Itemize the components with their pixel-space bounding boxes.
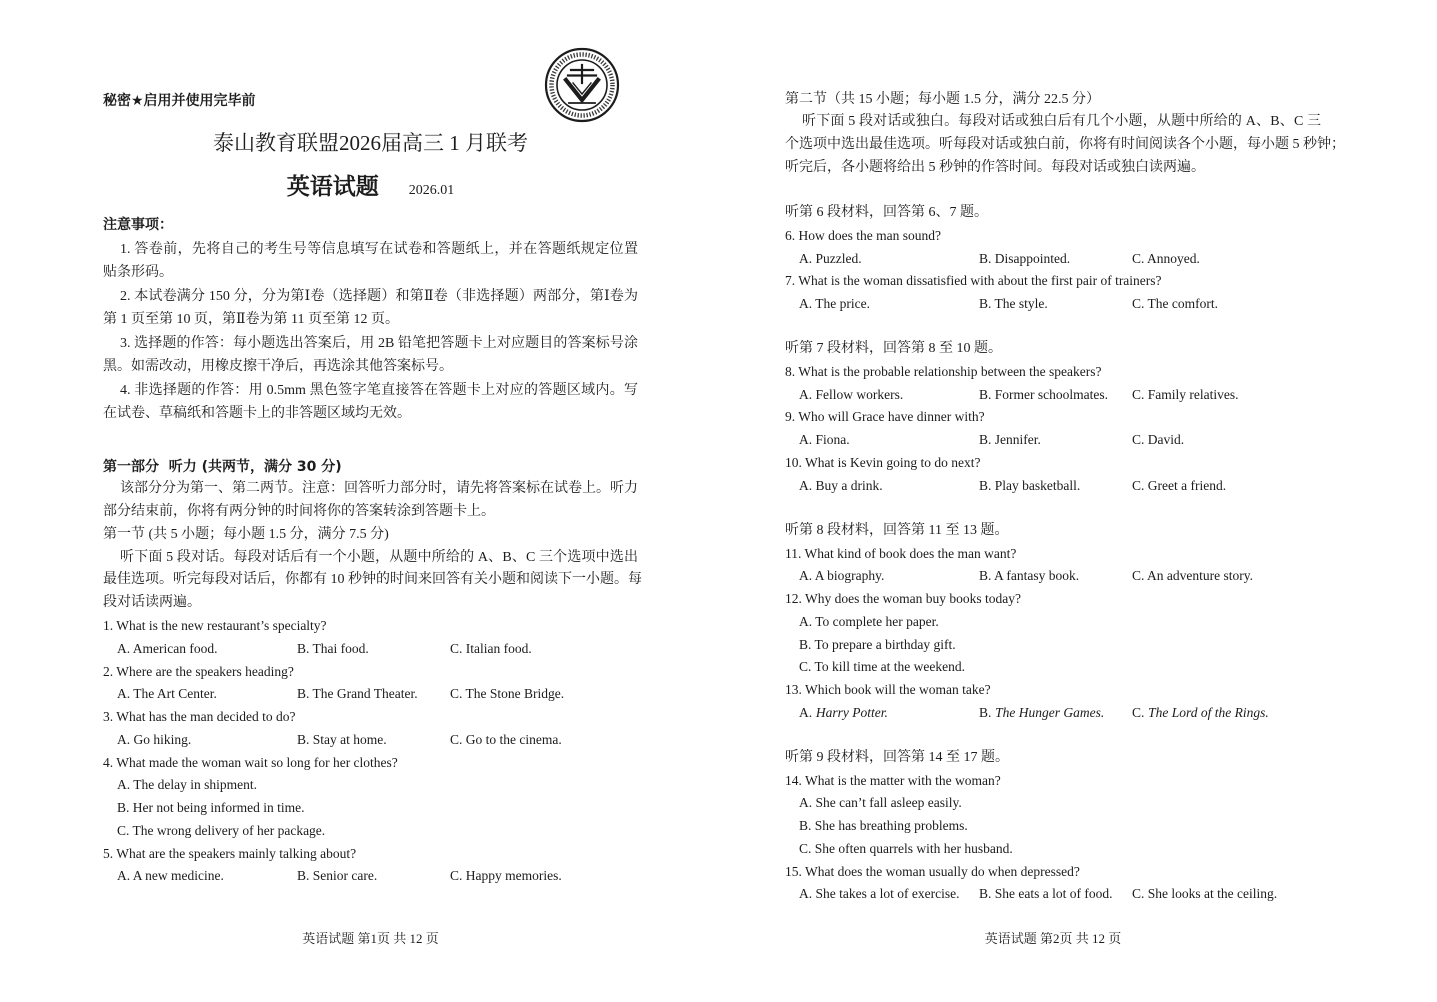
page-2-footer: 英语试题 第2页 共 12 页 — [984, 931, 1122, 946]
question-8-option-a: A. Fellow workers. — [799, 386, 904, 402]
question-14-option-a: A. She can’t fall asleep easily. — [799, 795, 962, 811]
question-15-option-b: B. She eats a lot of food. — [979, 886, 1113, 902]
question-3-option-c: C. Go to the cinema. — [450, 731, 562, 747]
question-5-option-b: B. Senior care. — [297, 868, 378, 884]
part-1-listening — [103, 456, 642, 889]
question-6-option-b: B. Disappointed. — [979, 250, 1071, 266]
question-4-option-c: C. The wrong delivery of her package. — [117, 822, 326, 838]
material-8-heading: 听第 8 段材料，回答第 11 至 13 题。 — [785, 523, 1009, 538]
question-4: 4. What made the woman wait so long for her clothes? — [103, 754, 398, 770]
question-3-option-b: B. Stay at home. — [297, 731, 387, 747]
question-5: 5. What are the speakers mainly talking about? — [103, 845, 357, 861]
book-title: The Hunger Games. — [995, 704, 1105, 720]
question-8-option-b: B. Former schoolmates. — [979, 386, 1108, 402]
part-1-intro-line-1: 该部分分为第一、第二两节。注意：回答听力部分时，请先将答案标在试卷上。听力 — [120, 481, 638, 497]
question-12-option-b: B. To prepare a birthday gift. — [799, 636, 956, 652]
question-2-option-b: B. The Grand Theater. — [297, 686, 418, 702]
notice-4-line-2: 在试卷、草稿纸和答题卡上的非答题区域均无效。 — [103, 406, 411, 422]
section-1-intro-line-2: 最佳选项。听完每段对话后，你都有 10 秒钟的时间来回答有关小题和阅读下一小题。每 — [103, 572, 642, 588]
question-6-options — [785, 248, 1321, 271]
question-10: 10. What is Kevin going to do next? — [785, 454, 981, 470]
section-1-intro-line-3: 段对话读两遍。 — [103, 595, 201, 611]
question-15-options — [785, 883, 1321, 906]
question-2-options — [103, 683, 638, 706]
question-9: 9. Who will Grace have dinner with? — [785, 409, 985, 425]
question-15: 15. What does the woman usually do when depressed? — [785, 863, 1080, 879]
section-2-intro-line-2: 个选项中选出最佳选项。听每段对话或独白前，你将有时间阅读各个小题，每小题 5 秒钟； — [785, 137, 1345, 153]
section-1-intro-line-1: 听下面 5 段对话。每段对话后有一个小题，从题中所给的 A、B、C 三个选项中选出 — [120, 549, 638, 565]
question-6: 6. How does the man sound? — [785, 227, 941, 243]
question-5-options — [103, 865, 638, 888]
question-4-option-a: A. The delay in shipment. — [117, 777, 257, 793]
question-14-option-c: C. She often quarrels with her husband. — [799, 840, 1013, 856]
notice-2-line-1: 2. 本试卷满分 150 分，分为第Ⅰ卷（选择题）和第Ⅱ卷（非选择题）两部分，第Ⅰ卷为 — [120, 288, 638, 304]
question-15-option-c: C. She looks at the ceiling. — [1132, 886, 1278, 902]
question-15-option-a: A. She takes a lot of exercise. — [799, 886, 960, 902]
question-8-options — [785, 384, 1321, 407]
question-7: 7. What is the woman dissatisfied with about the first pair of trainers? — [785, 273, 1162, 289]
notices-heading: 注意事项： — [103, 217, 173, 234]
question-11-options — [785, 565, 1321, 588]
question-12-option-c: C. To kill time at the weekend. — [799, 659, 966, 675]
question-1-option-a: A. American food. — [117, 640, 218, 656]
notice-2-line-2: 第 1 页至第 10 页，第Ⅱ卷为第 11 页至第 12 页。 — [103, 312, 399, 328]
exam-date: 2026.01 — [408, 183, 455, 198]
page-1 — [0, 0, 718, 1002]
question-11-option-c: C. An adventure story. — [1132, 568, 1253, 584]
subject-name: 英语试题 — [286, 174, 379, 200]
question-3: 3. What has the man decided to do? — [103, 709, 296, 725]
section-2-heading: 第二节（共 15 小题；每小题 1.5 分，满分 22.5 分） — [785, 91, 1100, 107]
page-2 — [718, 0, 1437, 1002]
question-10-option-b: B. Play basketball. — [979, 477, 1081, 493]
question-9-option-c: C. David. — [1132, 432, 1185, 448]
question-9-option-b: B. Jennifer. — [979, 432, 1041, 448]
option-label: B. — [979, 704, 992, 720]
question-12-option-a: A. To complete her paper. — [799, 613, 939, 629]
part-1-heading: 第一部分 听力 (共两节，满分 30 分) — [103, 458, 342, 475]
question-9-option-a: A. Fiona. — [799, 432, 850, 448]
question-13-options — [785, 702, 1321, 725]
notice-1-line-2: 贴条形码。 — [103, 265, 173, 281]
question-13-option-c — [1132, 702, 1269, 725]
question-10-options — [785, 475, 1321, 498]
question-13-option-b — [979, 702, 1104, 725]
notice-3-line-1: 3. 选择题的作答：每小题选出答案后，用 2B 铅笔把答题卡上对应题目的答案标号涂 — [120, 335, 638, 351]
question-7-option-c: C. The comfort. — [1132, 295, 1218, 311]
part-1-intro-line-2: 部分结束前，你将有两分钟的时间将你的答案转涂到答题卡上。 — [103, 504, 495, 520]
question-1-option-c: C. Italian food. — [450, 640, 532, 656]
question-14: 14. What is the matter with the woman? — [785, 772, 1001, 788]
alliance-seal-logo — [544, 47, 620, 123]
option-label: A. — [799, 704, 813, 720]
material-6-heading: 听第 6 段材料，回答第 6、7 题。 — [785, 205, 988, 221]
question-5-option-c: C. Happy memories. — [450, 868, 562, 884]
exam-title: 泰山教育联盟2026届高三 1 月联考 — [213, 131, 528, 155]
section-2 — [785, 89, 1345, 906]
question-7-options — [785, 293, 1321, 316]
question-10-option-a: A. Buy a drink. — [799, 477, 883, 493]
question-11-option-b: B. A fantasy book. — [979, 568, 1080, 584]
question-1: 1. What is the new restaurant’s specialty? — [103, 617, 327, 633]
question-7-option-b: B. The style. — [979, 295, 1048, 311]
question-14-option-b: B. She has breathing problems. — [799, 818, 968, 834]
page-1-footer: 英语试题 第1页 共 12 页 — [302, 931, 439, 946]
question-5-option-a: A. A new medicine. — [117, 868, 224, 884]
notice-3-line-2: 黑。如需改动，用橡皮擦干净后，再选涂其他答案标号。 — [103, 359, 453, 375]
confidentiality-label: 秘密★启用并使用完毕前 — [103, 93, 256, 109]
question-13-option-a — [799, 702, 888, 725]
subject-row — [103, 173, 638, 201]
question-13: 13. Which book will the woman take? — [785, 681, 991, 697]
question-11-option-a: A. A biography. — [799, 568, 885, 584]
notice-4-line-1: 4. 非选择题的作答：用 0.5mm 黑色签字笔直接答在答题卡上对应的答题区域内。写 — [120, 382, 638, 398]
question-6-option-c: C. Annoyed. — [1132, 250, 1200, 266]
option-label: C. — [1132, 704, 1145, 720]
section-1-heading: 第一节 (共 5 小题；每小题 1.5 分，满分 7.5 分) — [103, 526, 389, 542]
question-2-option-c: C. The Stone Bridge. — [450, 686, 565, 702]
question-9-options — [785, 429, 1321, 452]
notices — [103, 214, 638, 426]
notice-1-line-1: 1. 答卷前，先将自己的考生号等信息填写在试卷和答题纸上，并在答题纸规定位置 — [120, 241, 638, 257]
question-10-option-c: C. Greet a friend. — [1132, 477, 1227, 493]
question-6-option-a: A. Puzzled. — [799, 250, 862, 266]
question-8: 8. What is the probable relationship between the speakers? — [785, 364, 1102, 380]
question-1-options — [103, 638, 638, 661]
book-title: Harry Potter. — [815, 704, 888, 720]
material-7-heading: 听第 7 段材料，回答第 8 至 10 题。 — [785, 341, 1002, 357]
question-7-option-a: A. The price. — [799, 295, 870, 311]
material-9-heading: 听第 9 段材料，回答第 14 至 17 题。 — [785, 750, 1009, 766]
section-2-intro-line-1: 听下面 5 段对话或独白。每段对话或独白后有几个小题，从题中所给的 A、B、C 三 — [802, 114, 1321, 130]
question-4-option-b: B. Her not being informed in time. — [117, 800, 305, 816]
question-3-option-a: A. Go hiking. — [117, 731, 192, 747]
question-2: 2. Where are the speakers heading? — [103, 663, 294, 679]
question-2-option-a: A. The Art Center. — [117, 686, 217, 702]
book-title: The Lord of the Rings. — [1148, 704, 1269, 720]
section-2-intro-line-3: 听完后，各小题将给出 5 秒钟的作答时间。每段对话或独白读两遍。 — [785, 159, 1205, 175]
question-11: 11. What kind of book does the man want? — [785, 545, 1017, 561]
question-8-option-c: C. Family relatives. — [1132, 386, 1239, 402]
question-12: 12. Why does the woman buy books today? — [785, 591, 1021, 607]
question-3-options — [103, 729, 638, 752]
question-1-option-b: B. Thai food. — [297, 640, 369, 656]
